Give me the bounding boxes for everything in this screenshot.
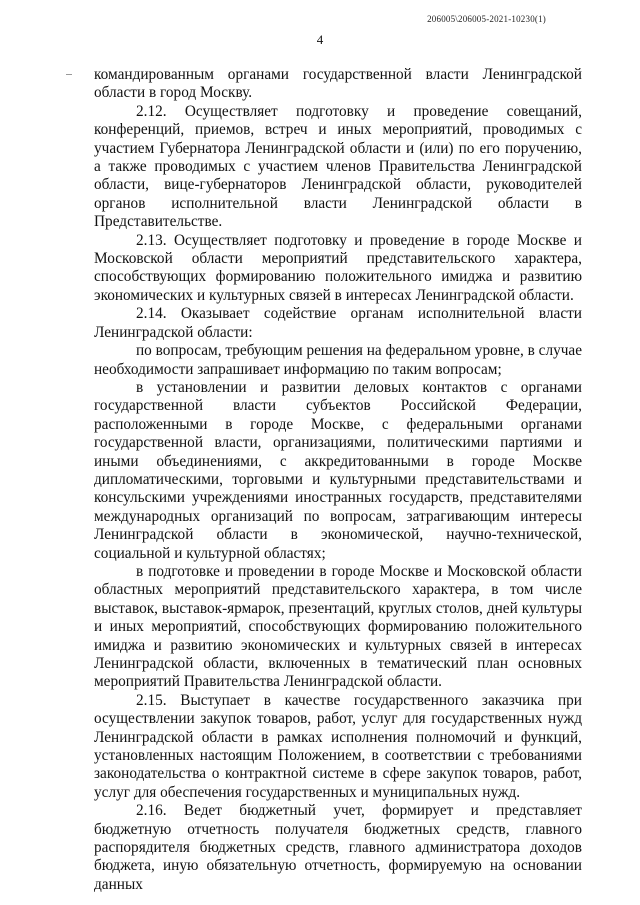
document-code: 206005\206005-2021-10230(1) bbox=[427, 14, 546, 24]
paragraph-2-14-item-3: в подготовке и проведении в городе Москве и Московской области областных мероприятий представительского характера, в том числе выставок, выставок-ярмарок, презентаций, круглых столов, дней культуры и иных мероприятий, способствующих формированию положительного имиджа и развитию экономических и культурных связей в интересах Ленинградской области, включенных в тематический план основных мероприятий Правительства Ленинградской области. bbox=[94, 562, 582, 691]
document-body bbox=[94, 66, 582, 894]
margin-mark bbox=[66, 74, 72, 75]
paragraph-continuation: командированным органами государственной власти Ленинградской области в город Москву. bbox=[94, 66, 582, 102]
paragraph-2-15: 2.15. Выступает в качестве государственного заказчика при осуществлении закупок товаров, работ, услуг для государственных нужд Ленинградской области в рамках исполнения полномочий и функций, установленных настоящим Положением, в соответствии с требованиями законодательства о контрактной системе в сфере закупок товаров, работ, услуг для обеспечения государственных и муниципальных нужд. bbox=[94, 691, 582, 801]
paragraph-2-13: 2.13. Осуществляет подготовку и проведение в городе Москве и Московской области мероприятий представительского характера, способствующих формированию положительного имиджа и развитию экономических и культурных связей в интересах Ленинградской области. bbox=[94, 231, 582, 304]
paragraph-2-16: 2.16. Ведет бюджетный учет, формирует и представляет бюджетную отчетность получателя бюджетных средств, главного распорядителя бюджетных средств, главного администратора доходов бюджета, иную обязательную отчетность, формируемую на основании данных bbox=[94, 802, 582, 893]
paragraph-2-14-item-2: в установлении и развитии деловых контактов с органами государственной власти субъектов Российской Федерации, расположенными в городе Москве, с федеральными органами государственной власти, организациями, политическими партиями и иными объединениями, с аккредитованными в городе Москве дипломатическими, торговыми и культурными представительствами и консульскими учреждениями иностранных государств, представителями международных организаций по вопросам, затрагивающим интересы Ленинградской области в экономической, научно-технической, социальной и культурной областях; bbox=[94, 378, 582, 562]
paragraph-2-14: 2.14. Оказывает содействие органам исполнительной власти Ленинградской области: bbox=[94, 305, 582, 341]
paragraph-2-14-item-1: по вопросам, требующим решения на федеральном уровне, в случае необходимости запрашивает информацию по таким вопросам; bbox=[94, 342, 582, 378]
page-number: 4 bbox=[316, 32, 324, 47]
paragraph-2-12: 2.12. Осуществляет подготовку и проведение совещаний, конференций, приемов, встреч и иных мероприятий, проводимых с участием Губернатора Ленинградской области и (или) по его поручению, а также проводимых с участием членов Правительства Ленинградской области, вице-губернаторов Ленинградской области, руководителей органов исполнительной власти Ленинградской области в Представительстве. bbox=[94, 102, 582, 231]
